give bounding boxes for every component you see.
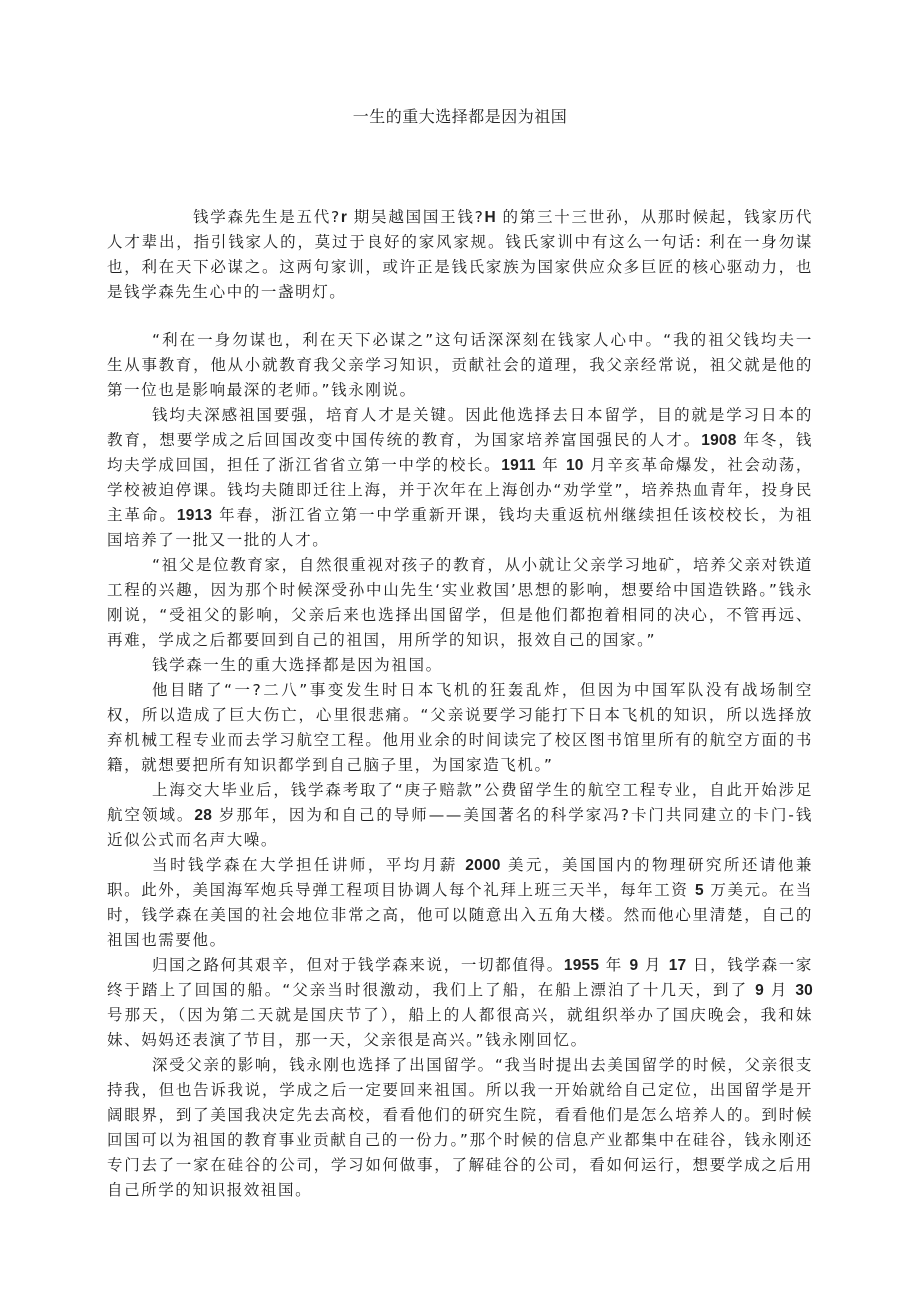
paragraph-9: 归国之路何其艰辛，但对于钱学森来说，一切都值得。1955 年 9 月 17 日，钱学森一家终于踏上了回国的船。“父亲当时很激动，我们上了船，在船上漂泊了十几天，到了 9 月 30 号那天，（因为第二天就是国庆节了），船上的人都很高兴，就组织举办了国庆晚会，我和妹妹、妈妈还表演了节目，那一天，父亲很是高兴。”钱永刚回忆。 [107,956,814,1049]
paragraph-6: 他目睹了“一?二八”事变发生时日本飞机的狂轰乱炸，但因为中国军队没有战场制空权，所以造成了巨大伤亡，心里很悲痛。“父亲说要学习能打下日本飞机的知识，所以选择放弃机械工程专业而去学习航空工程。他用业余的时间读完了校区图书馆里所有的航空方面的书籍，就想要把所有知识都学到自己脑子里，为国家造飞机。” [107,681,813,774]
paragraph-8: 当时钱学森在大学担任讲师，平均月薪 2000 美元，美国国内的物理研究所还请他兼职。此外，美国海军炮兵导弹工程项目协调人每个礼拜上班三天半，每年工资 5 万美元。在当时，钱学森在美国的社会地位非常之高，他可以随意出入五角大楼。然而他心里清楚，自己的祖国也需要他。 [107,856,813,949]
paragraph-10: 深受父亲的影响，钱永刚也选择了出国留学。“我当时提出去美国留学的时候，父亲很支持我，但也告诉我说，学成之后一定要回来祖国。所以我一开始就给自己定位，出国留学是开阔眼界，到了美国我决定先去高校，看看他们的研究生院，看看他们是怎么培养人的。到时候回国可以为祖国的教育事业贡献自己的一份力。”那个时候的信息产业都集中在硅谷，钱永刚还专门去了一家在硅谷的公司，学习如何做事，了解硅谷的公司，看如何运行，想要学成之后用自己所学的知识报效祖国。 [107,1056,813,1199]
paragraph-1: 钱学森先生是五代?r 期吴越国国王钱?H 的第三十三世孙，从那时候起，钱家历代人才辈出，指引钱家人的，莫过于良好的家风家规。钱氏家训中有这么一句话: 利在一身勿谋也，利在天下必谋之。这两句家训，或许正是钱氏家族为国家供应众多巨匠的核心驱动力，也是钱学森先生心中的一盏明灯。 [107,208,813,301]
paragraph-4: “祖父是位教育家，自然很重视对孩子的教育，从小就让父亲学习地矿，培养父亲对铁道工程的兴趣，因为那个时候深受孙中山先生‘实业救国’思想的影响，想要给中国造铁路。”钱永刚说，“受祖父的影响，父亲后来也选择出国留学，但是他们都抱着相同的决心，不管再远、再难，学成之后都要回到自己的祖国，用所学的知识，报效自己的国家。” [107,556,813,649]
paragraph-5: 钱学森一生的重大选择都是因为祖国。 [152,656,443,674]
paragraph-2: “利在一身勿谋也，利在天下必谋之”这句话深深刻在钱家人心中。“我的祖父钱均夫一生从事教育，他从小就教育我父亲学习知识，贡献社会的道理，我父亲经常说，祖父就是他的第一位也是影响最深的老师。”钱永刚说。 [107,331,813,399]
document-title: 一生的重大选择都是因为祖国 [352,107,568,126]
paragraph-3: 钱均夫深感祖国要强，培育人才是关键。因此他选择去日本留学，目的就是学习日本的教育，想要学成之后回国改变中国传统的教育，为国家培养富国强民的人才。1908 年冬，钱均夫学成回国，担任了浙江省省立第一中学的校长。1911 年 10 月辛亥革命爆发，社会动荡，学校被迫停课。钱均夫随即迁往上海，并于次年在上海创办“劝学堂”，培养热血青年，投身民主革命。1913 年春，浙江省立第一中学重新开课，钱均夫重返杭州继续担任该校校长，为祖国培养了一批又一批的人才。 [107,406,814,549]
paragraph-7: 上海交大毕业后，钱学森考取了“庚子赔款”公费留学生的航空工程专业，自此开始涉足航空领域。28 岁那年，因为和自己的导师——美国著名的科学家冯?卡门共同建立的卡门-钱近似公式而名声大噪。 [107,781,813,849]
